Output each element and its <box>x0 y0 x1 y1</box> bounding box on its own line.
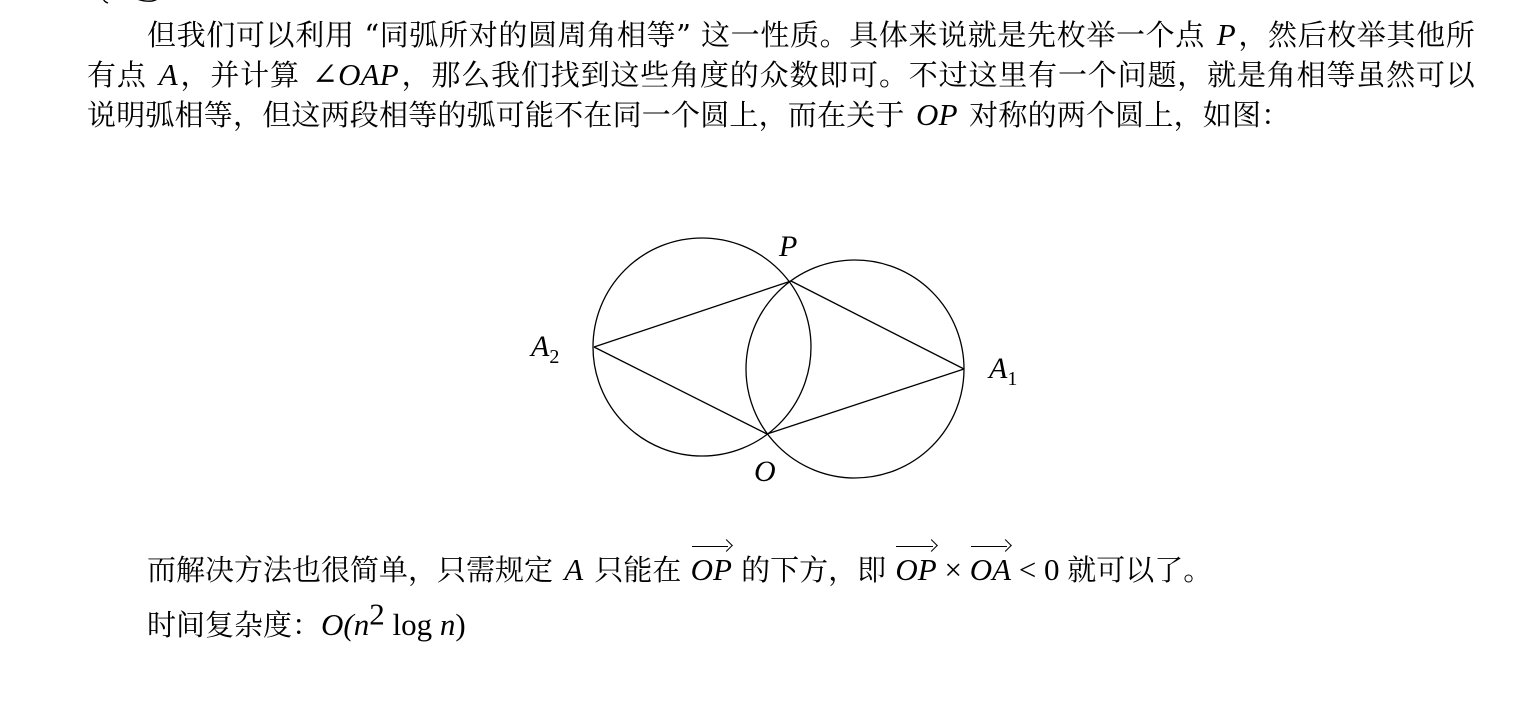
para-text-5: 对称的两个圆上，如图： <box>959 98 1291 132</box>
complexity-line <box>147 596 466 645</box>
complexity-exponent: 2 <box>369 596 385 632</box>
complexity-n-2: n <box>439 607 456 642</box>
math-line-op: OP <box>916 97 958 132</box>
complexity-log: log <box>384 607 440 642</box>
label-a1: $A_1$ <box>989 352 1018 390</box>
solution-text-4: 就可以了。 <box>1067 553 1213 587</box>
solution-line <box>147 544 1212 590</box>
solution-text-3: 的下方，即 <box>731 553 896 587</box>
less-than-zero: < 0 <box>1011 552 1068 587</box>
label-p: P <box>779 230 798 263</box>
label-o: O <box>754 455 776 488</box>
para-text-4: ，那么我们找到这些角度的众数即可。不过这里有一个问题，就是角相等虽然可以说明弧相等，但这两段相等的弧可能不在同一个圆上，而在关于 <box>87 58 1476 132</box>
vector-op-2: OP <box>895 544 936 590</box>
vector-oa: OA <box>970 544 1011 590</box>
complexity-close-paren: ) <box>455 607 466 642</box>
solution-text-2: 只能在 <box>585 553 691 587</box>
vector-op: OP <box>691 544 732 590</box>
math-point-a: A <box>158 57 178 92</box>
right-circle <box>746 260 964 478</box>
solution-text-1: 而解决方法也很简单，只需规定 <box>147 553 563 587</box>
para-text-3: ，并计算 <box>179 58 310 92</box>
para-text-1: 但我们可以利用 “同弧所对的圆周角相等” 这一性质。具体来说就是先枚举一个点 <box>147 18 1215 52</box>
left-circle <box>593 238 811 456</box>
para-text-2: ，然后枚举其他所有点 <box>87 18 1475 92</box>
big-o: O( <box>321 607 354 642</box>
segment-p-a1 <box>791 281 964 369</box>
math-point-a-2: A <box>564 552 584 587</box>
complexity-n: n <box>353 607 370 642</box>
label-a2: $A_2$ <box>531 330 560 368</box>
cross-operator: × <box>936 552 970 587</box>
math-point-p: P <box>1216 17 1236 52</box>
complexity-label: 时间复杂度： <box>147 608 322 642</box>
math-angle-oap: ∠OAP <box>311 57 399 92</box>
segment-a2-o <box>594 347 767 434</box>
